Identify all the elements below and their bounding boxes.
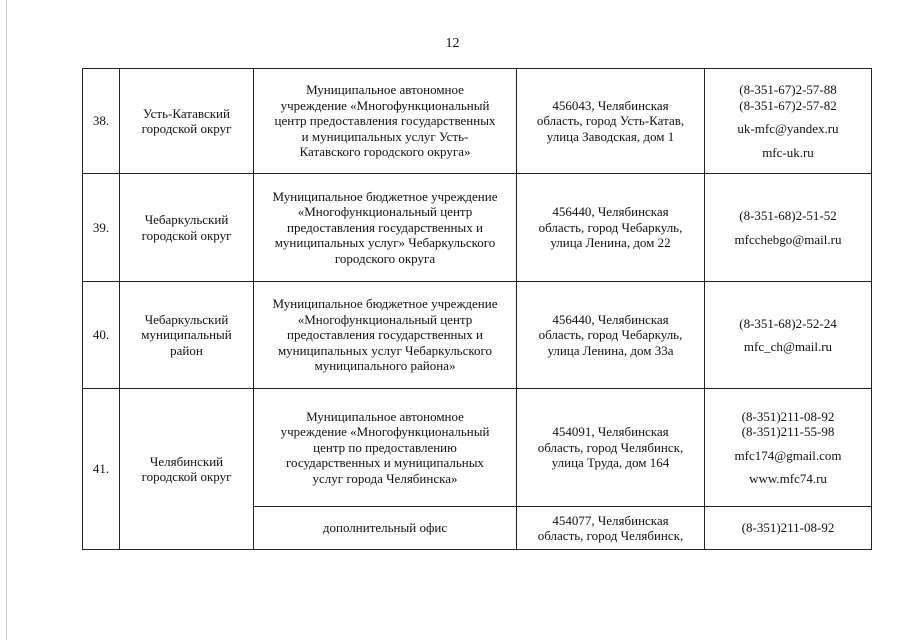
phone: (8-351)211-08-92 (741, 408, 835, 424)
email-link[interactable]: mfc174@gmail.com (734, 447, 842, 463)
website-link[interactable]: www.mfc74.ru (749, 471, 827, 486)
page-number: 12 (445, 36, 460, 51)
table-row (83, 69, 872, 174)
scan-edge-line (6, 0, 7, 640)
municipality-cell: Чебаркульский муниципальный район (120, 282, 254, 389)
organization-cell: Муниципальное автономное учреждение «Многофункциональный центр предоставления государственных и муниципальных услуг Усть- Катавского городского округа» (254, 69, 517, 174)
table-row (83, 174, 872, 282)
email-link[interactable]: mfc_ch@mail.ru (743, 339, 833, 354)
table-row (83, 282, 872, 389)
phone: (8-351-68)2-51-52 (739, 208, 837, 223)
phone: (8-351-67)2-57-82 (739, 97, 837, 113)
organization-cell: Муниципальное бюджетное учреждение «Многофункциональный центр предоставления государственных и муниципальных услуг» Чебаркульского городского округа (254, 174, 517, 282)
phone: (8-351-68)2-52-24 (739, 315, 837, 331)
address-cell: 454077, Челябинская область, город Челябинск, (517, 507, 705, 550)
contacts-cell (705, 507, 872, 550)
address-cell: 456043, Челябинская область, город Усть-Катав, улица Заводская, дом 1 (517, 69, 705, 174)
email-link[interactable]: mfcchebgo@mail.ru (734, 231, 842, 247)
municipality-cell: Чебаркульский городской округ (120, 174, 254, 282)
phone: (8-351-67)2-57-88 (739, 82, 837, 97)
address-cell: 454091, Челябинская область, город Челябинск, улица Труда, дом 164 (517, 389, 705, 507)
row-number: 38. (83, 69, 120, 174)
municipality-cell: Усть-Катавский городской округ (120, 69, 254, 174)
website-link[interactable]: mfc-uk.ru (762, 144, 814, 160)
address-cell: 456440, Челябинская область, город Чебаркуль, улица Ленина, дом 22 (517, 174, 705, 282)
row-number: 40. (83, 282, 120, 389)
organization-cell: Муниципальное автономное учреждение «Многофункциональный центр по предоставлению государственных и муниципальных услуг города Челябинска» (254, 389, 517, 507)
table-row (83, 389, 872, 507)
contacts-cell (705, 174, 872, 282)
address-cell: 456440, Челябинская область, город Чебаркуль, улица Ленина, дом 33а (517, 282, 705, 389)
row-number: 39. (83, 174, 120, 282)
contacts-cell (705, 69, 872, 174)
municipality-cell: Челябинский городской округ (120, 389, 254, 550)
contacts-cell (705, 389, 872, 507)
row-number: 41. (83, 389, 120, 550)
contacts-cell (705, 282, 872, 389)
email-link[interactable]: uk-mfc@yandex.ru (737, 121, 839, 136)
organization-cell: Муниципальное бюджетное учреждение «Многофункциональный центр предоставления государственных и муниципальных услуг Чебаркульского муниципального района» (254, 282, 517, 389)
mfc-registry-table (82, 68, 872, 550)
branch-office-cell: дополнительный офис (254, 507, 517, 550)
phone: (8-351)211-08-92 (741, 520, 835, 536)
phone: (8-351)211-55-98 (741, 424, 835, 439)
